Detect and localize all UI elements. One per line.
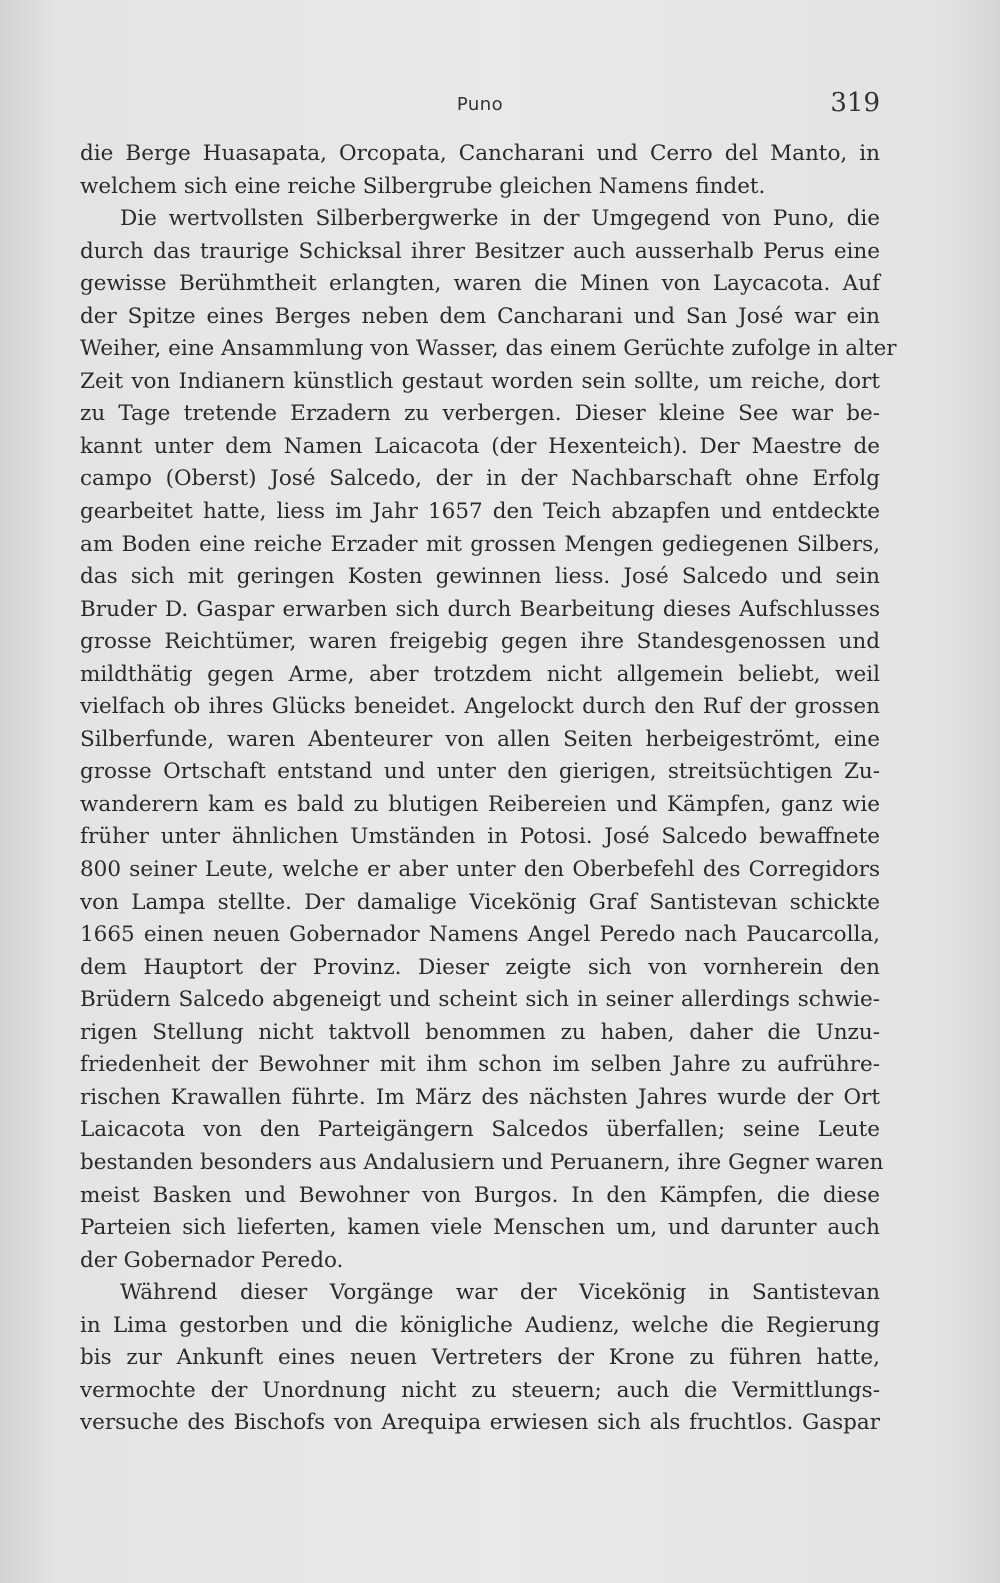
body-text — [80, 138, 897, 1440]
text-line: von Lampa stellte. Der damalige Vicekönig Graf Santistevan schickte — [80, 889, 880, 915]
text-line: mildthätig gegen Arme, aber trotzdem nicht allgemein beliebt, weil — [80, 661, 880, 687]
text-line: 1665 einen neuen Gobernador Namens Angel Peredo nach Paucarcolla, — [80, 922, 880, 948]
paragraph-first-line: Die wertvollsten Silberbergwerke in der Umgegend von Puno, die — [120, 206, 880, 232]
text-line: 800 seiner Leute, welche er aber unter den Oberbefehl des Corregidors — [80, 857, 880, 883]
text-line: welchem sich eine reiche Silbergrube gleichen Namens findet. — [80, 173, 766, 199]
text-line: wanderern kam es bald zu blutigen Reibereien und Kämpfen, ganz wie — [80, 791, 880, 817]
text-line: rigen Stellung nicht taktvoll benommen zu haben, daher die Unzu- — [80, 1019, 880, 1045]
text-line: gewisse Berühmtheit erlangten, waren die Minen von Laycacota. Auf — [80, 271, 880, 297]
page-number: 319 — [830, 88, 880, 118]
text-line: die Berge Huasapata, Orcopata, Cancharani und Cerro del Manto, in — [80, 141, 880, 166]
text-line: kannt unter dem Namen Laicacota (der Hexenteich). Der Maestre de — [80, 433, 880, 459]
text-line: friedenheit der Bewohner mit ihm schon im selben Jahre zu aufrühre- — [80, 1052, 880, 1078]
text-line: versuche des Bischofs von Arequipa erwiesen sich als fruchtlos. Gaspar — [80, 1410, 880, 1436]
text-line: zu Tage tretende Erzadern zu verbergen. Dieser kleine See war be- — [80, 401, 880, 427]
text-line: das sich mit geringen Kosten gewinnen liess. José Salcedo und sein — [80, 564, 880, 590]
text-line: der Spitze eines Berges neben dem Cancharani und San José war ein — [80, 303, 880, 329]
running-head — [80, 86, 880, 126]
text-line: durch das traurige Schicksal ihrer Besitzer auch ausserhalb Perus eine — [80, 238, 880, 264]
text-line: gearbeitet hatte, liess im Jahr 1657 den Teich abzapfen und entdeckte — [80, 499, 880, 525]
text-line: der Gobernador Peredo. — [80, 1247, 344, 1273]
text-line: Weiher, eine Ansammlung von Wasser, das einem Gerüchte zufolge in alter — [80, 336, 897, 362]
paragraph-first-line: Während dieser Vorgänge war der Vicekönig in Santistevan — [120, 1280, 880, 1306]
text-line: Zeit von Indianern künstlich gestaut worden sein sollte, um reiche, dort — [80, 368, 880, 394]
text-line: Parteien sich lieferten, kamen viele Menschen um, und darunter auch — [80, 1215, 880, 1241]
text-line: bestanden besonders aus Andalusiern und Peruanern, ihre Gegner waren — [80, 1149, 884, 1175]
text-line: vielfach ob ihres Glücks beneidet. Angelockt durch den Ruf der grossen — [80, 694, 880, 720]
text-line: am Boden eine reiche Erzader mit grossen Mengen gediegenen Silbers, — [80, 531, 880, 557]
text-line: früher unter ähnlichen Umständen in Potosi. José Salcedo bewaffnete — [80, 824, 880, 850]
text-line: Bruder D. Gaspar erwarben sich durch Bearbeitung dieses Aufschlusses — [80, 596, 880, 622]
text-line: grosse Ortschaft entstand und unter den gierigen, streitsüchtigen Zu- — [80, 759, 880, 785]
text-line: grosse Reichtümer, waren freigebig gegen ihre Standesgenossen und — [80, 629, 880, 655]
text-line: meist Basken und Bewohner von Burgos. In den Kämpfen, die diese — [80, 1182, 880, 1208]
text-line: Silberfunde, waren Abenteurer von allen Seiten herbeigeströmt, eine — [80, 726, 880, 752]
text-line: in Lima gestorben und die königliche Audienz, welche die Regierung — [80, 1312, 880, 1338]
text-line: bis zur Ankunft eines neuen Vertreters der Krone zu führen hatte, — [80, 1345, 880, 1371]
text-line: dem Hauptort der Provinz. Dieser zeigte sich von vornherein den — [80, 954, 880, 980]
text-line: rischen Krawallen führte. Im März des nächsten Jahres wurde der Ort — [80, 1084, 880, 1110]
text-line: vermochte der Unordnung nicht zu steuern; auch die Vermittlungs- — [80, 1377, 880, 1403]
text-line: Brüdern Salcedo abgeneigt und scheint sich in seiner allerdings schwie- — [80, 987, 880, 1013]
text-line: campo (Oberst) José Salcedo, der in der Nachbarschaft ohne Erfolg — [80, 466, 880, 492]
text-line: Laicacota von den Parteigängern Salcedos überfallen; seine Leute — [80, 1117, 880, 1143]
running-title: Puno — [456, 94, 504, 115]
